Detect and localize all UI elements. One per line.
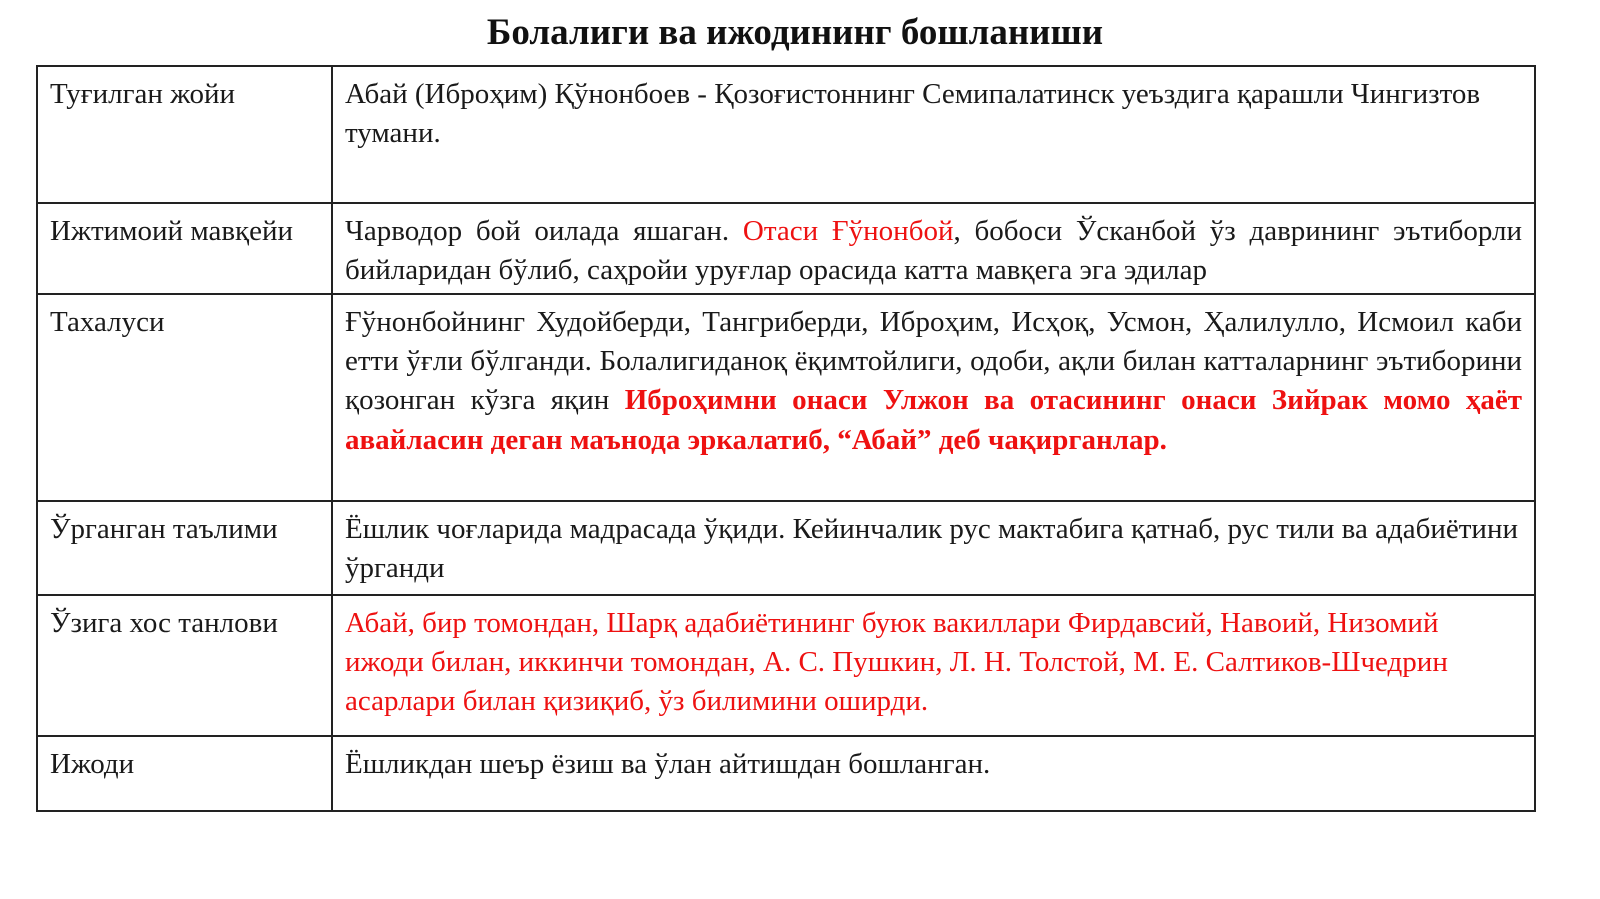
- row-value: [332, 736, 1535, 811]
- page-title: Болалиги ва ижодининг бошланиши: [486, 12, 1104, 53]
- value-text: Ғўнонбойнинг Худойберди, Тангриберди, Иброҳим, Исҳоқ, Усмон, Ҳалилулло, Исмоил каби етти ўғли бўлганди. Болалигиданоқ ёқимтойлиги, одоби, ақли билан катталарнинг эътиборини қозонган кўзга яқин: [345, 306, 1522, 417]
- row-value: [332, 294, 1535, 501]
- row-value: [332, 501, 1535, 595]
- info-table: [36, 65, 1536, 812]
- table-row-education: [37, 501, 1535, 595]
- row-value: [332, 595, 1535, 736]
- table-row-creative-work: [37, 736, 1535, 811]
- row-label: Ўзига хос танлови: [37, 595, 332, 736]
- table-row-pen-name: [37, 294, 1535, 501]
- highlighted-text: Абай, бир томондан, Шарқ адабиётининг буюк вакиллари Фирдавсий, Навоий, Низомий ижоди билан, иккинчи томондан, А. С. Пушкин, Л. Н. Толстой, М. Е. Салтиков-Шчедрин асарлари билан қизиқиб, ўз билимини оширди.: [345, 607, 1448, 718]
- row-label: Туғилган жойи: [37, 66, 332, 203]
- value-text: Ёшликдан шеър ёзиш ва ўлан айтишдан бошланган.: [345, 748, 991, 780]
- row-label: Ўрганган таълими: [37, 501, 332, 595]
- value-text: Чарводор бой оилада яшаган.: [345, 215, 743, 247]
- table-row-preferences: [37, 595, 1535, 736]
- row-label: Ижоди: [37, 736, 332, 811]
- row-value: [332, 66, 1535, 203]
- highlighted-text: Отаси Ғўнонбой: [742, 215, 954, 247]
- value-text: Абай (Иброҳим) Қўнонбоев - Қозоғистоннинг Семипалатинск уеъздига қарашли Чингизтов тумани.: [345, 78, 1481, 150]
- row-label: Ижтимоий мавқейи: [37, 203, 332, 294]
- highlighted-text: Иброҳимни онаси Улжон ва отасининг онаси Зийрак момо ҳаёт авайласин деган маънода эркалатиб, “Абай” деб чақирганлар.: [345, 384, 1522, 456]
- row-value: [332, 203, 1535, 294]
- value-text: , бобоси Ўсканбой ўз даврининг эътиборли бийларидан бўлиб, саҳройи уруғлар орасида катта мавқега эга эдилар: [345, 215, 1523, 287]
- value-text: Ёшлик чоғларида мадрасада ўқиди. Кейинчалик рус мактабига қатнаб, рус тили ва адабиётини ўрганди: [345, 513, 1518, 585]
- table-row-birthplace: [37, 66, 1535, 203]
- table-row-social-status: [37, 203, 1535, 294]
- row-label: Тахалуси: [37, 294, 332, 501]
